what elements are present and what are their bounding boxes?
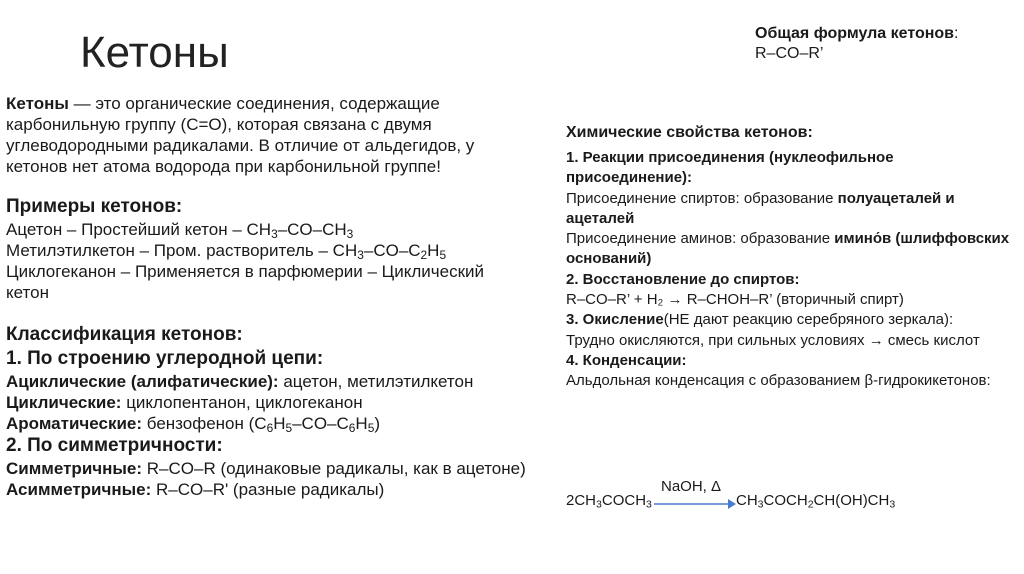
aldol-reaction: [566, 478, 1021, 518]
reaction-product: $CH_3COCH_2CH(OH)CH_3$: [736, 492, 896, 511]
general-formula-colon: :: [954, 25, 959, 42]
reaction-arrow-icon: [654, 498, 736, 510]
reaction-conditions: NaOH, Δ: [661, 478, 722, 495]
classification-section: [6, 323, 526, 500]
oxidation-text: Трудно окисляются, при сильных условиях → смесь кислот: [566, 331, 980, 349]
aromatic-item: Ароматические: бензофенон $(C_6H_5-CO-C_6H_5)$: [6, 414, 380, 435]
example-cyclohexanone: Циклогеканон – Применяется в парфюмерии – Циклический кетон: [6, 262, 485, 302]
by-chain-heading: 1. По строению углеродной цепи:: [6, 348, 324, 369]
asymmetric-item: Асимметричные: R–CO–R' (разные радикалы): [6, 480, 385, 499]
general-formula-value: R–CO–R’: [755, 45, 824, 62]
examples-section: [6, 195, 526, 303]
amines-item: Присоединение аминов: образование имино́в (шлиффовских оснований): [566, 230, 1010, 268]
condensation-heading: 4. Конденсации:: [566, 351, 687, 369]
condensation-text: Альдольная конденсация с образованием β-гидрокикетонов:: [566, 372, 991, 390]
cyclic-item: Циклические: циклопентанон, циклогеканон: [6, 393, 363, 412]
reaction-reactant: $2CH_3COCH_3$: [566, 492, 652, 511]
examples-heading: Примеры кетонов:: [6, 196, 183, 217]
example-mek: Метилэтилкетон – Пром. растворитель – $CH_3-CO-C_2H_5$: [6, 241, 447, 262]
symmetric-item: Симметричные: R–CO–R (одинаковые радикалы, как в ацетоне): [6, 459, 526, 478]
example-acetone: Ацетон – Простейший кетон – $CH_3-CO-CH_3$: [6, 220, 354, 241]
intro-text: — это органические соединения, содержащие карбонильную группу (С=О), которая связана с двумя углеводородными радикалами. В отличие от альдегидов, у кетонов нет атома водорода при карбонильной группе!: [6, 94, 475, 176]
by-symmetry-heading: 2. По симметричности:: [6, 435, 223, 456]
chemistry-heading: Химические свойства кетонов:: [566, 124, 813, 141]
acyclic-item: Ациклические (алифатические): ацетон, метилэтилкетон: [6, 372, 474, 391]
alcohols-item: Присоединение спиртов: образование полуацеталей и ацеталей: [566, 189, 955, 227]
intro-paragraph: [6, 93, 526, 177]
intro-term: Кетоны: [6, 94, 69, 113]
reduction-heading: 2. Восстановление до спиртов:: [566, 270, 800, 288]
slide-title: Кетоны: [80, 28, 229, 77]
general-formula: [755, 24, 958, 64]
addition-heading: 1. Реакции присоединения (нуклеофильное присоединение):: [566, 149, 894, 187]
classification-heading: Классификация кетонов:: [6, 324, 243, 345]
chemistry-section: [566, 148, 1021, 392]
general-formula-label: Общая формула кетонов: [755, 25, 955, 42]
oxidation-line: 3. Окисление(НЕ дают реакцию серебряного зеркала):: [566, 311, 954, 329]
reduction-equation: R–CO–R’ + H₂ → R–CHOH–R’ (вторичный спирт): [566, 291, 904, 309]
